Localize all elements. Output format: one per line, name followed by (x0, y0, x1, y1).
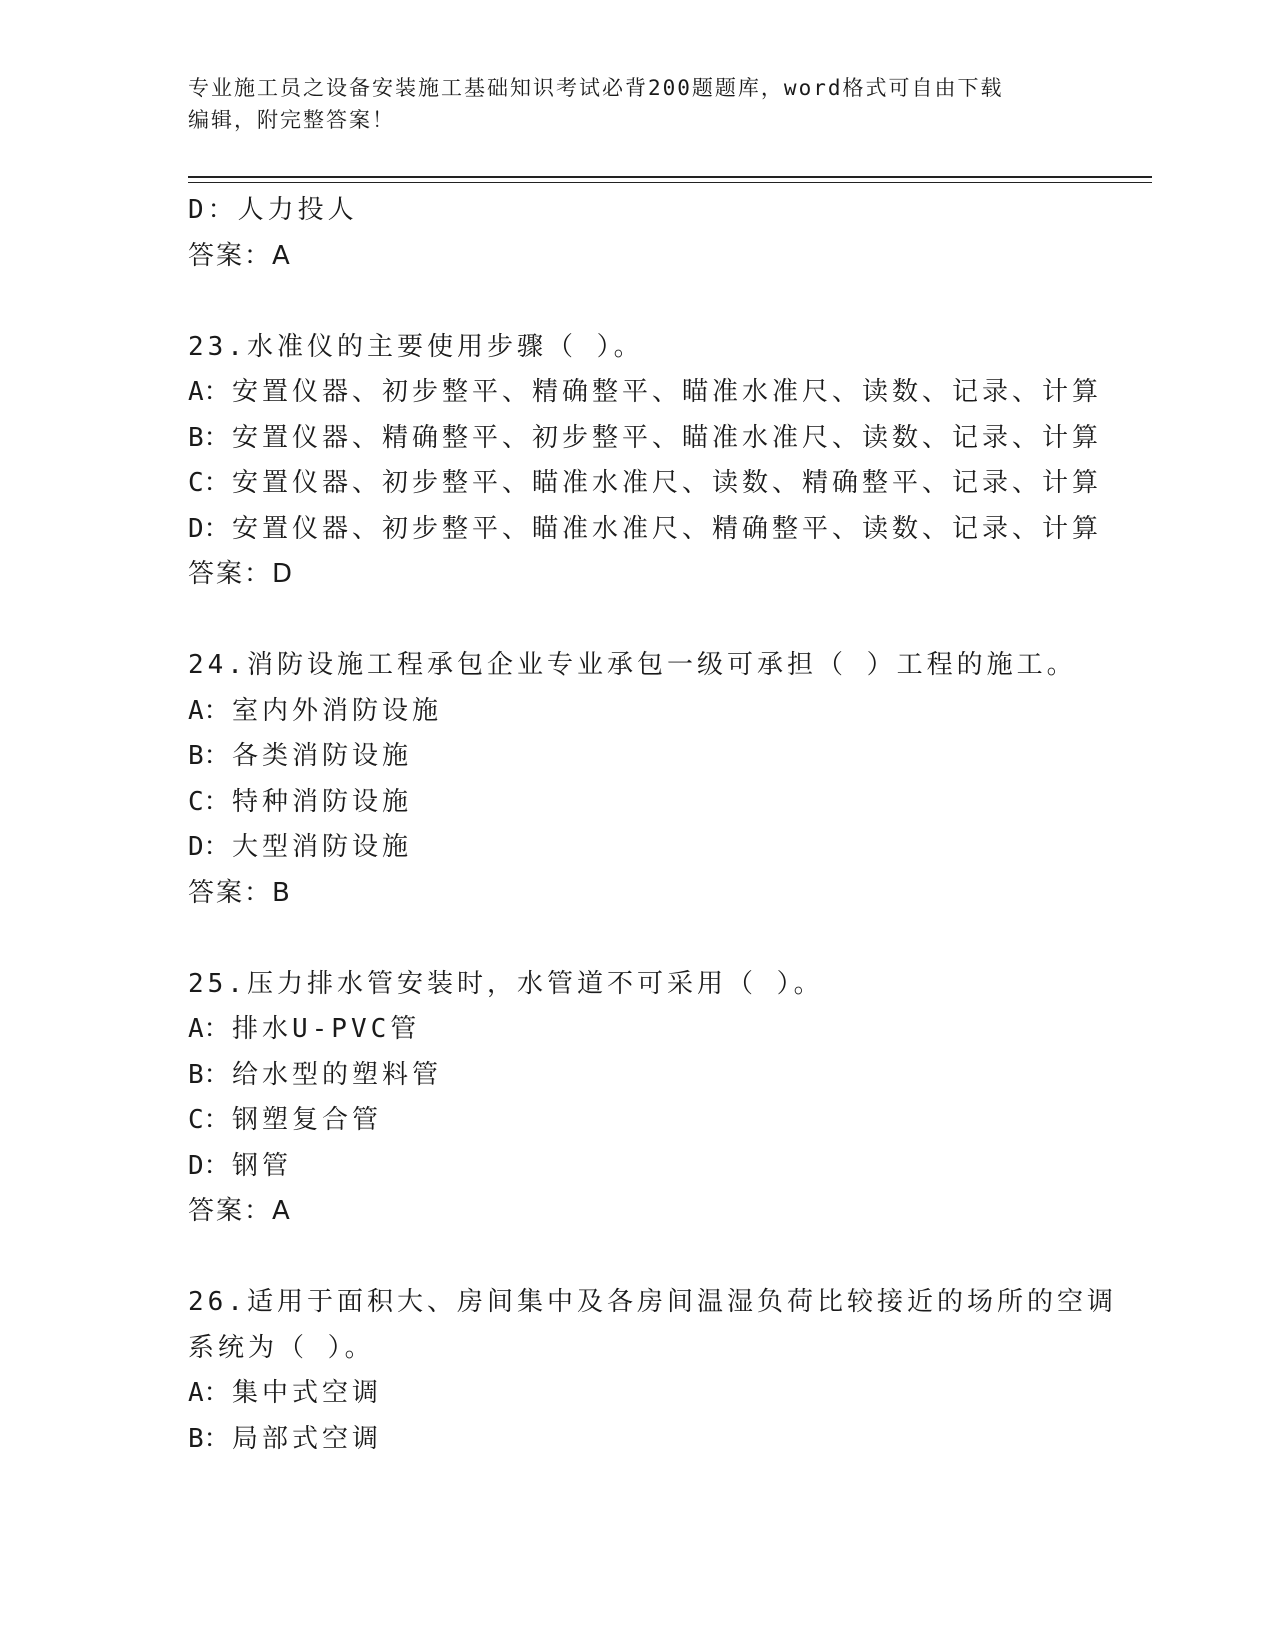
option-b (188, 734, 1152, 780)
question-23 (188, 325, 1152, 598)
question-stem: 26.适用于面积大、房间集中及各房间温湿负荷比较接近的场所的空调 (188, 1287, 1117, 1317)
option-b (188, 1053, 1152, 1099)
option-letter: B： (188, 422, 230, 453)
option-d (188, 507, 1152, 553)
option-text: 室内外消防设施 (232, 695, 443, 726)
spacer (188, 279, 1152, 325)
option-d (188, 825, 1152, 871)
option-b (188, 416, 1152, 462)
header-line-1: 专业施工员之设备安装施工基础知识考试必背200题题库，word格式可自由下载 (188, 76, 1004, 100)
option-text: 集中式空调 (232, 1378, 383, 1408)
option-text: 安置仪器、初步整平、精确整平、瞄准水准尺、读数、记录、计算 (232, 377, 1103, 407)
option-d: D：人力投人 (188, 195, 358, 225)
option-text: 安置仪器、精确整平、初步整平、瞄准水准尺、读数、记录、计算 (232, 422, 1103, 453)
header-divider-thin (188, 182, 1152, 183)
option-text: 局部式空调 (232, 1423, 383, 1454)
option-letter: C： (188, 786, 230, 817)
spacer (188, 598, 1152, 644)
document-body (188, 188, 1152, 1462)
answer-line: 答案：A (188, 1196, 292, 1226)
header-divider-thick (188, 176, 1152, 178)
option-letter: A： (188, 377, 230, 407)
option-text: 安置仪器、初步整平、瞄准水准尺、读数、精确整平、记录、计算 (232, 468, 1103, 498)
option-c (188, 1098, 1152, 1144)
option-text: 给水型的塑料管 (232, 1059, 443, 1090)
option-a (188, 689, 1152, 735)
option-letter: A： (188, 1014, 230, 1044)
option-a (188, 370, 1152, 416)
option-letter: B： (188, 1059, 230, 1090)
spacer (188, 1235, 1152, 1281)
question-stem: 23.水准仪的主要使用步骤（ ）。 (188, 331, 644, 362)
option-letter: A： (188, 695, 230, 726)
option-d (188, 1144, 1152, 1190)
option-letter: B： (188, 1423, 230, 1454)
option-c (188, 461, 1152, 507)
option-letter: D： (188, 832, 230, 862)
option-text: 钢塑复合管 (232, 1105, 383, 1135)
spacer (188, 916, 1152, 962)
option-text: 各类消防设施 (232, 741, 413, 771)
option-text: 钢管 (232, 1150, 293, 1181)
option-text: 特种消防设施 (232, 786, 413, 817)
option-text: 排水U-PVC管 (232, 1014, 421, 1044)
option-b (188, 1417, 1152, 1463)
answer-line: 答案：A (188, 240, 292, 271)
question-stem-continued: 系统为（ ）。 (188, 1332, 375, 1363)
document-header (188, 72, 1068, 136)
option-c (188, 780, 1152, 826)
question-stem: 25.压力排水管安装时，水管道不可采用（ ）。 (188, 968, 824, 999)
answer-line: 答案：B (188, 877, 292, 908)
question-25 (188, 962, 1152, 1235)
option-letter: D： (188, 513, 230, 544)
option-text: 大型消防设施 (232, 832, 413, 862)
option-letter: A： (188, 1378, 230, 1408)
question-stem: 24.消防设施工程承包企业专业承包一级可承担（ ）工程的施工。 (188, 650, 1077, 680)
question-24 (188, 643, 1152, 916)
option-text: 安置仪器、初步整平、瞄准水准尺、精确整平、读数、记录、计算 (232, 513, 1103, 544)
option-a (188, 1007, 1152, 1053)
option-letter: B： (188, 741, 230, 771)
option-a (188, 1371, 1152, 1417)
option-letter: C： (188, 468, 230, 498)
header-line-2: 编辑，附完整答案！ (188, 108, 395, 132)
option-letter: C： (188, 1105, 230, 1135)
option-letter: D： (188, 1150, 230, 1181)
question-26 (188, 1280, 1152, 1462)
answer-line: 答案：D (188, 559, 295, 589)
